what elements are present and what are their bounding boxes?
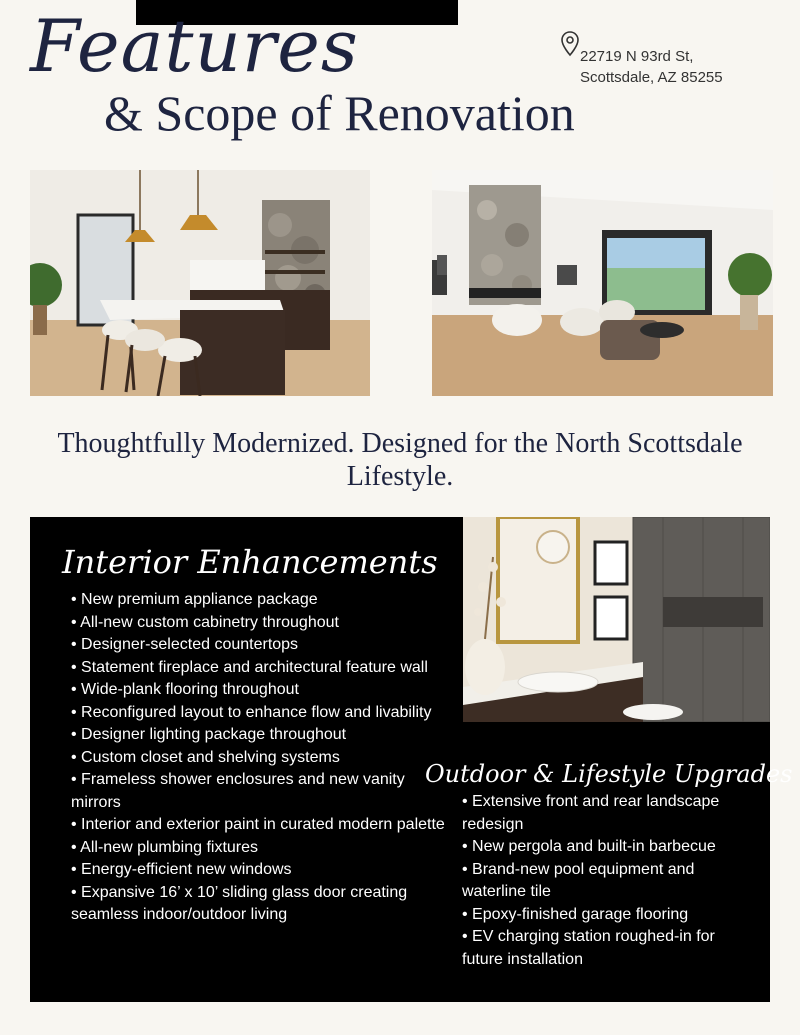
interior-list <box>71 589 451 927</box>
outdoor-list-item: • Extensive front and rear landscape redesign <box>462 793 720 833</box>
kitchen-photo <box>30 170 370 396</box>
location-pin-icon <box>560 30 580 58</box>
bathroom-illustration <box>463 517 770 722</box>
interior-list-item: • Custom closet and shelving systems <box>71 748 340 766</box>
outdoor-list-item: • New pergola and built-in barbecue <box>462 838 716 855</box>
living-room-photo <box>432 170 773 396</box>
interior-list-item: • All-new plumbing fixtures <box>71 838 259 856</box>
title-script: Features <box>30 4 359 88</box>
interior-list-item: • Expansive 16’ x 10’ sliding glass door creating seamless indoor/outdoor living <box>71 883 408 923</box>
outdoor-list-item: • Epoxy-finished garage flooring <box>462 905 689 923</box>
interior-list-item: • All-new custom cabinetry throughout <box>71 613 339 631</box>
living-room-illustration <box>432 170 773 396</box>
interior-section-title: Interior Enhancements <box>62 543 438 581</box>
interior-list-item: • Wide-plank flooring throughout <box>71 681 299 698</box>
bathroom-photo <box>463 517 770 722</box>
outdoor-section-title: Outdoor & Lifestyle Upgrades <box>425 760 793 788</box>
interior-list-item: • Reconfigured layout to enhance flow and livability <box>71 703 432 721</box>
outdoor-list-item: • EV charging station roughed-in for future installation <box>462 928 715 968</box>
address-line-1: 22719 N 93rd St, <box>580 48 694 65</box>
interior-list-item: • Statement fireplace and architectural feature wall <box>71 658 428 676</box>
address-line-2: Scottsdale, AZ 85255 <box>580 69 723 86</box>
interior-list-item: • New premium appliance package <box>71 591 318 608</box>
interior-list-item: • Interior and exterior paint in curated modern palette <box>71 816 445 833</box>
interior-list-item: • Frameless shower enclosures and new vanity mirrors <box>71 771 405 811</box>
tagline: Thoughtfully Modernized. Designed for the North Scottsdale Lifestyle. <box>57 428 743 492</box>
title-subtitle: & Scope of Renovation <box>104 85 575 141</box>
interior-list-item: • Designer-selected countertops <box>71 636 299 653</box>
outdoor-list <box>462 791 752 971</box>
kitchen-illustration <box>30 170 370 396</box>
interior-list-item: • Designer lighting package throughout <box>71 726 347 743</box>
interior-list-item: • Energy-efficient new windows <box>71 861 292 878</box>
outdoor-list-item: • Brand-new pool equipment and waterline tile <box>462 860 695 900</box>
